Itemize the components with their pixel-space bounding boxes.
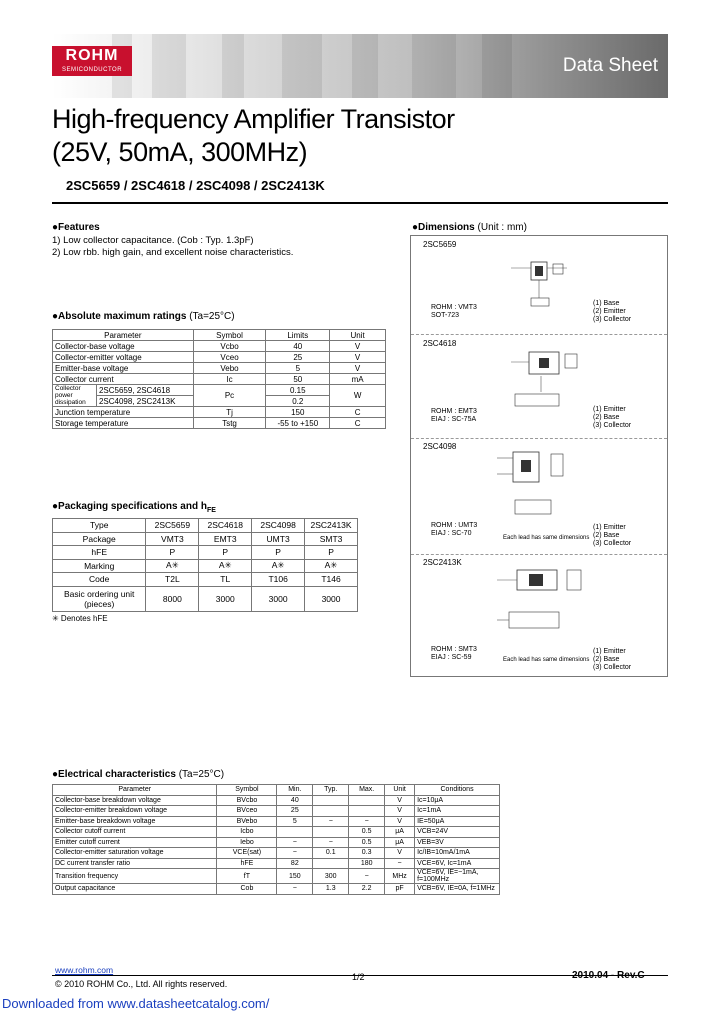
electrical-title: ●Electrical characteristics — [52, 769, 176, 780]
packaging-table — [52, 518, 358, 612]
electrical-heading — [52, 769, 224, 780]
pin-list: (1) Emitter (2) Base (3) Collector — [593, 524, 632, 547]
table-row: 2SC4098, 2SC2413K 0.2 — [53, 396, 386, 407]
table-cell: − — [349, 869, 385, 884]
table-cell: Transition frequency — [53, 869, 217, 884]
table-cell: 0.5 — [349, 837, 385, 848]
table-row — [53, 869, 500, 884]
packaging-title-sub: FE — [206, 507, 216, 514]
table-row: Code T2L TL T106 T146 — [53, 573, 358, 587]
table-cell: 0.3 — [349, 848, 385, 859]
table-cell: Ic=1mA — [415, 806, 500, 817]
features-heading: ●Features — [52, 222, 100, 233]
data-sheet-label: Data Sheet — [562, 55, 658, 76]
dimension-separator — [411, 554, 667, 555]
feature-item: 2) Low rbb. high gain, and excellent noise characteristics. — [52, 247, 294, 258]
table-cell: Iebo — [217, 837, 277, 848]
lead-note: Each lead has same dimensions — [503, 657, 590, 663]
rohm-logo — [52, 46, 132, 76]
electrical-table — [52, 784, 500, 895]
page-number: 1/2 — [352, 972, 365, 982]
electrical-condition: (Ta=25°C) — [178, 769, 225, 780]
table-cell: μA — [385, 827, 415, 838]
table-row — [53, 884, 500, 895]
umt3-drawing — [491, 446, 611, 520]
title-line-1: High-frequency Amplifier Transistor — [52, 104, 455, 134]
table-cell: pF — [385, 884, 415, 895]
table-cell: 5 — [277, 816, 313, 827]
table-header-row: Type 2SC5659 2SC4618 2SC4098 2SC2413K — [53, 519, 358, 533]
table-cell — [349, 806, 385, 817]
dimension-separator — [411, 438, 667, 439]
title-line-2: (25V, 50mA, 300MHz) — [52, 137, 308, 167]
table-header-row — [53, 330, 386, 341]
table-cell: − — [313, 837, 349, 848]
table-row — [53, 858, 500, 869]
dimensions-box — [410, 235, 668, 677]
table-row: Storage temperature Tstg -55 to +150 C — [53, 418, 386, 429]
table-row: Collector power dissipation 2SC5659, 2SC4618 Pc 0.15 W — [53, 385, 386, 396]
table-cell: DC current transfer ratio — [53, 858, 217, 869]
table-row — [53, 837, 500, 848]
logo-subtext: SEMICONDUCTOR — [61, 67, 123, 73]
page-title — [52, 103, 455, 169]
package-info: ROHM : VMT3 SOT-723 — [431, 304, 477, 319]
table-cell: fT — [217, 869, 277, 884]
col-header: Parameter — [53, 330, 194, 341]
table-cell — [313, 795, 349, 806]
table-cell — [313, 806, 349, 817]
watermark-link[interactable]: Downloaded from www.datasheetcatalog.com/ — [2, 996, 270, 1011]
table-cell: BVebo — [217, 816, 277, 827]
table-row — [53, 816, 500, 827]
table-row — [53, 795, 500, 806]
table-cell: V — [385, 795, 415, 806]
revision: 2010.04 - Rev.C — [572, 970, 645, 981]
table-cell: Collector cutoff current — [53, 827, 217, 838]
table-cell: Icbo — [217, 827, 277, 838]
table-row — [53, 848, 500, 859]
abs-max-heading — [52, 311, 235, 322]
feature-item: 1) Low collector capacitance. (Cob : Typ. 1.3pF) — [52, 235, 254, 246]
table-row: Marking A✳ A✳ A✳ A✳ — [53, 559, 358, 573]
table-cell: Collector-emitter breakdown voltage — [53, 806, 217, 817]
table-cell: 25 — [277, 806, 313, 817]
table-cell: hFE — [217, 858, 277, 869]
table-row: Collector-emitter voltage Vceo 25 V — [53, 352, 386, 363]
table-cell: BVceo — [217, 806, 277, 817]
packaging-heading — [52, 501, 216, 514]
table-cell: V — [385, 806, 415, 817]
table-cell — [277, 827, 313, 838]
table-row: Basic ordering unit (pieces) 8000 3000 3000 3000 — [53, 586, 358, 611]
package-info: ROHM : UMT3 EIAJ : SC-70 — [431, 522, 478, 537]
vmt3-drawing — [501, 248, 601, 310]
table-header-row: Parameter Symbol Min. Typ. Max. Unit Conditions — [53, 785, 500, 796]
table-cell: VCB=6V, IE=0A, f=1MHz — [415, 884, 500, 895]
lead-note: Each lead has same dimensions — [503, 535, 590, 541]
table-cell: 1.3 — [313, 884, 349, 895]
table-cell: μA — [385, 837, 415, 848]
table-cell: V — [385, 816, 415, 827]
table-cell: VCE=6V, IE=−1mA, f=100MHz — [415, 869, 500, 884]
table-row: Collector current Ic 50 mA — [53, 374, 386, 385]
table-cell: 82 — [277, 858, 313, 869]
table-row — [53, 806, 500, 817]
packaging-note: ✳ Denotes hFE — [52, 614, 108, 623]
table-cell: Cob — [217, 884, 277, 895]
pin-list: (1) Base (2) Emitter (3) Collector — [593, 300, 632, 323]
table-cell: Collector-base breakdown voltage — [53, 795, 217, 806]
table-cell: IE=50μA — [415, 816, 500, 827]
col-header: Limits — [266, 330, 330, 341]
copyright: © 2010 ROHM Co., Ltd. All rights reserved. — [55, 979, 228, 989]
table-cell: MHz — [385, 869, 415, 884]
table-cell: BVcbo — [217, 795, 277, 806]
table-cell: 300 — [313, 869, 349, 884]
table-cell — [313, 827, 349, 838]
table-cell: Ic/IB=10mA/1mA — [415, 848, 500, 859]
emt3-drawing — [501, 344, 611, 412]
table-cell: Emitter-base breakdown voltage — [53, 816, 217, 827]
table-row: Emitter-base voltage Vebo 5 V — [53, 363, 386, 374]
table-row: Package VMT3 EMT3 UMT3 SMT3 — [53, 532, 358, 546]
abs-max-table — [52, 329, 386, 429]
package-name: 2SC4618 — [423, 339, 457, 348]
package-name: 2SC2413K — [423, 558, 462, 567]
dimensions-title: ●Dimensions — [412, 222, 475, 233]
col-header: Unit — [330, 330, 386, 341]
table-row: hFE P P P P — [53, 546, 358, 560]
table-cell: 0.1 — [313, 848, 349, 859]
dimensions-unit: (Unit : mm) — [477, 222, 527, 233]
part-numbers: 2SC5659 / 2SC4618 / 2SC4098 / 2SC2413K — [66, 178, 325, 193]
table-cell — [349, 795, 385, 806]
table-cell: − — [277, 848, 313, 859]
table-cell: Emitter cutoff current — [53, 837, 217, 848]
table-cell: VCE=6V, Ic=1mA — [415, 858, 500, 869]
table-cell: VCB=24V — [415, 827, 500, 838]
package-info: ROHM : SMT3 EIAJ : SC-59 — [431, 646, 477, 661]
dimensions-heading — [412, 222, 527, 233]
features-list — [52, 235, 293, 259]
abs-max-condition: (Ta=25°C) — [189, 311, 235, 322]
table-cell — [313, 858, 349, 869]
packaging-title: ●Packaging specifications and h — [52, 501, 207, 512]
table-cell: VCE(sat) — [217, 848, 277, 859]
package-info: ROHM : EMT3 EIAJ : SC-75A — [431, 408, 477, 423]
table-cell: − — [349, 816, 385, 827]
table-cell: − — [277, 884, 313, 895]
table-cell: V — [385, 848, 415, 859]
table-cell: Ic=10μA — [415, 795, 500, 806]
table-cell: − — [313, 816, 349, 827]
table-cell: 150 — [277, 869, 313, 884]
table-cell: 0.5 — [349, 827, 385, 838]
abs-max-title: ●Absolute maximum ratings — [52, 311, 187, 322]
pin-list: (1) Emitter (2) Base (3) Collector — [593, 406, 632, 429]
table-cell: 40 — [277, 795, 313, 806]
col-header: Symbol — [193, 330, 266, 341]
package-name: 2SC5659 — [423, 240, 457, 249]
package-name: 2SC4098 — [423, 442, 457, 451]
table-cell: − — [277, 837, 313, 848]
table-cell: VEB=3V — [415, 837, 500, 848]
table-row — [53, 827, 500, 838]
table-row: Junction temperature Tj 150 C — [53, 407, 386, 418]
table-cell: Collector-emitter saturation voltage — [53, 848, 217, 859]
table-cell: − — [385, 858, 415, 869]
pin-list: (1) Emitter (2) Base (3) Collector — [593, 648, 632, 671]
logo-text: ROHM — [65, 47, 119, 64]
rohm-url-link[interactable]: www.rohm.com — [55, 965, 114, 975]
table-row: Collector-base voltage Vcbo 40 V — [53, 341, 386, 352]
smt3-drawing — [489, 562, 619, 642]
table-cell: 2.2 — [349, 884, 385, 895]
dimension-separator — [411, 334, 667, 335]
title-divider — [52, 202, 668, 204]
table-cell: 180 — [349, 858, 385, 869]
table-cell: Output capacitance — [53, 884, 217, 895]
